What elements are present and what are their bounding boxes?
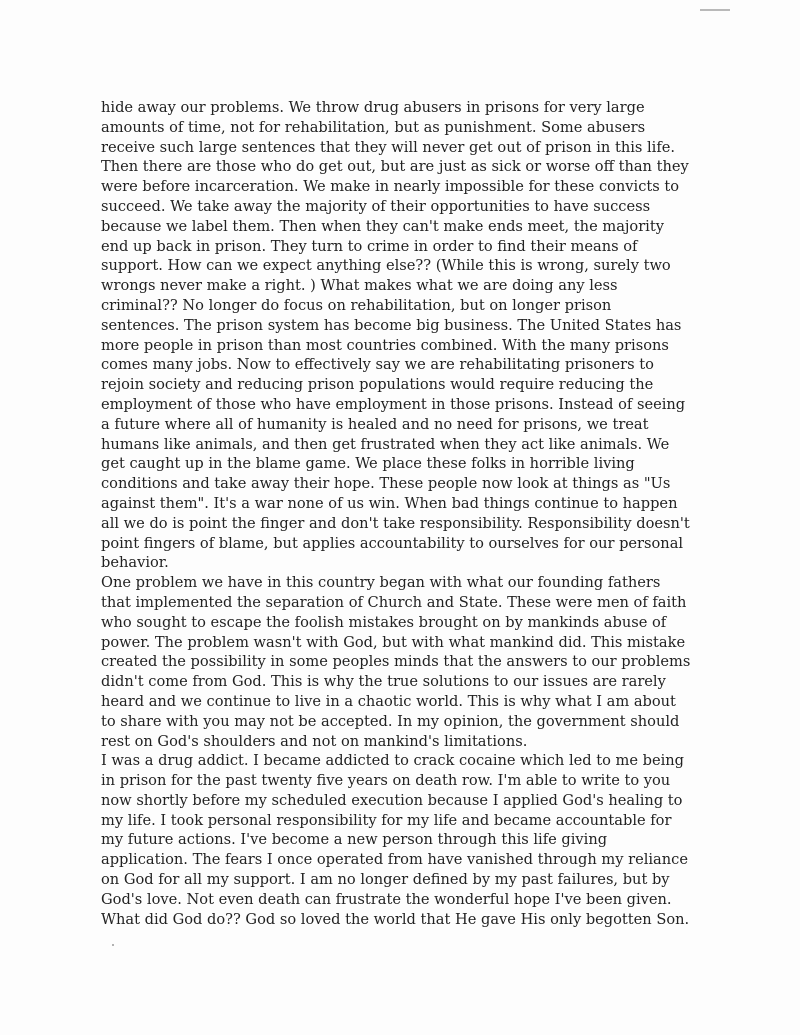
text-line: application. The fears I once operated from have vanished through my reliance bbox=[101, 851, 688, 869]
paragraph bbox=[101, 751, 721, 929]
text-line: amounts of time, not for rehabilitation, but as punishment. Some abusers bbox=[101, 118, 646, 136]
text-line: all we do is point the finger and don't take responsibility. Responsibility doesn't bbox=[101, 514, 690, 532]
text-line: succeed. We take away the majority of their opportunities to have success bbox=[101, 197, 651, 215]
text-line: to share with you may not be accepted. In my opinion, the government should bbox=[101, 712, 680, 730]
text-line: get caught up in the blame game. We place these folks in horrible living bbox=[101, 455, 635, 473]
text-line: sentences. The prison system has become big business. The United States has bbox=[101, 316, 682, 334]
text-line: conditions and take away their hope. These people now look at things as "Us bbox=[101, 475, 671, 493]
text-line: God's love. Not even death can frustrate the wonderful hope I've been given. bbox=[101, 890, 672, 908]
text-line: against them". It's a war none of us win. When bad things continue to happen bbox=[101, 494, 678, 512]
text-line: receive such large sentences that they will never get out of prison in this life. bbox=[101, 138, 676, 156]
scan-artifact-mark bbox=[700, 9, 730, 11]
text-line: hide away our problems. We throw drug abusers in prisons for very large bbox=[101, 99, 645, 116]
text-line: now shortly before my scheduled execution because I applied God's healing to bbox=[101, 791, 683, 809]
text-line: humans like animals, and then get frustrated when they act like animals. We bbox=[101, 435, 670, 453]
text-line: in prison for the past twenty five years on death row. I'm able to write to you bbox=[101, 772, 671, 790]
text-line: Then there are those who do get out, but are just as sick or worse off than they bbox=[101, 158, 689, 176]
text-line: didn't come from God. This is why the true solutions to our issues are rarely bbox=[101, 673, 666, 691]
text-line: more people in prison than most countries combined. With the many prisons bbox=[101, 336, 669, 354]
text-line: I was a drug addict. I became addicted to crack cocaine which led to me being bbox=[101, 752, 685, 770]
text-line: created the possibility in some peoples minds that the answers to our problems bbox=[101, 653, 691, 671]
text-line: end up back in prison. They turn to crime in order to find their means of bbox=[101, 237, 638, 255]
text-line: behavior. bbox=[101, 554, 169, 572]
paragraph bbox=[101, 98, 721, 573]
text-line: heard and we continue to live in a chaotic world. This is why what I am about bbox=[101, 692, 676, 710]
text-line: because we label them. Then when they can't make ends meet, the majority bbox=[101, 217, 664, 235]
text-line: my future actions. I've become a new person through this life giving bbox=[101, 831, 608, 849]
text-line: were before incarceration. We make in nearly impossible for these convicts to bbox=[101, 178, 680, 196]
text-line: power. The problem wasn't with God, but with what mankind did. This mistake bbox=[101, 633, 686, 651]
text-line: criminal?? No longer do focus on rehabilitation, but on longer prison bbox=[101, 296, 612, 314]
paragraph bbox=[101, 573, 721, 751]
text-line: on God for all my support. I am no longer defined by my past failures, but by bbox=[101, 871, 670, 889]
text-line: who sought to escape the foolish mistakes brought on by mankinds abuse of bbox=[101, 613, 667, 631]
text-line: that implemented the separation of Church and State. These were men of faith bbox=[101, 593, 687, 611]
text-line: my life. I took personal responsibility for my life and became accountable for bbox=[101, 811, 672, 829]
text-line: employment of those who have employment in those prisons. Instead of seeing bbox=[101, 395, 686, 413]
text-line: rejoin society and reducing prison populations would require reducing the bbox=[101, 376, 654, 394]
text-line: One problem we have in this country began with what our founding fathers bbox=[101, 574, 661, 592]
text-line: rest on God's shoulders and not on mankind's limitations. bbox=[101, 732, 528, 750]
text-line: point fingers of blame, but applies accountability to ourselves for our personal bbox=[101, 534, 684, 552]
body-text bbox=[101, 98, 721, 929]
text-line: comes many jobs. Now to effectively say we are rehabilitating prisoners to bbox=[101, 356, 654, 374]
text-line: wrongs never make a right. ) What makes what we are doing any less bbox=[101, 277, 618, 295]
scan-speck bbox=[112, 944, 114, 946]
text-line: What did God do?? God so loved the world that He gave His only begotten Son. bbox=[101, 910, 690, 928]
text-line: support. How can we expect anything else?? (While this is wrong, surely two bbox=[101, 257, 671, 275]
text-line: a future where all of humanity is healed and no need for prisons, we treat bbox=[101, 415, 649, 433]
